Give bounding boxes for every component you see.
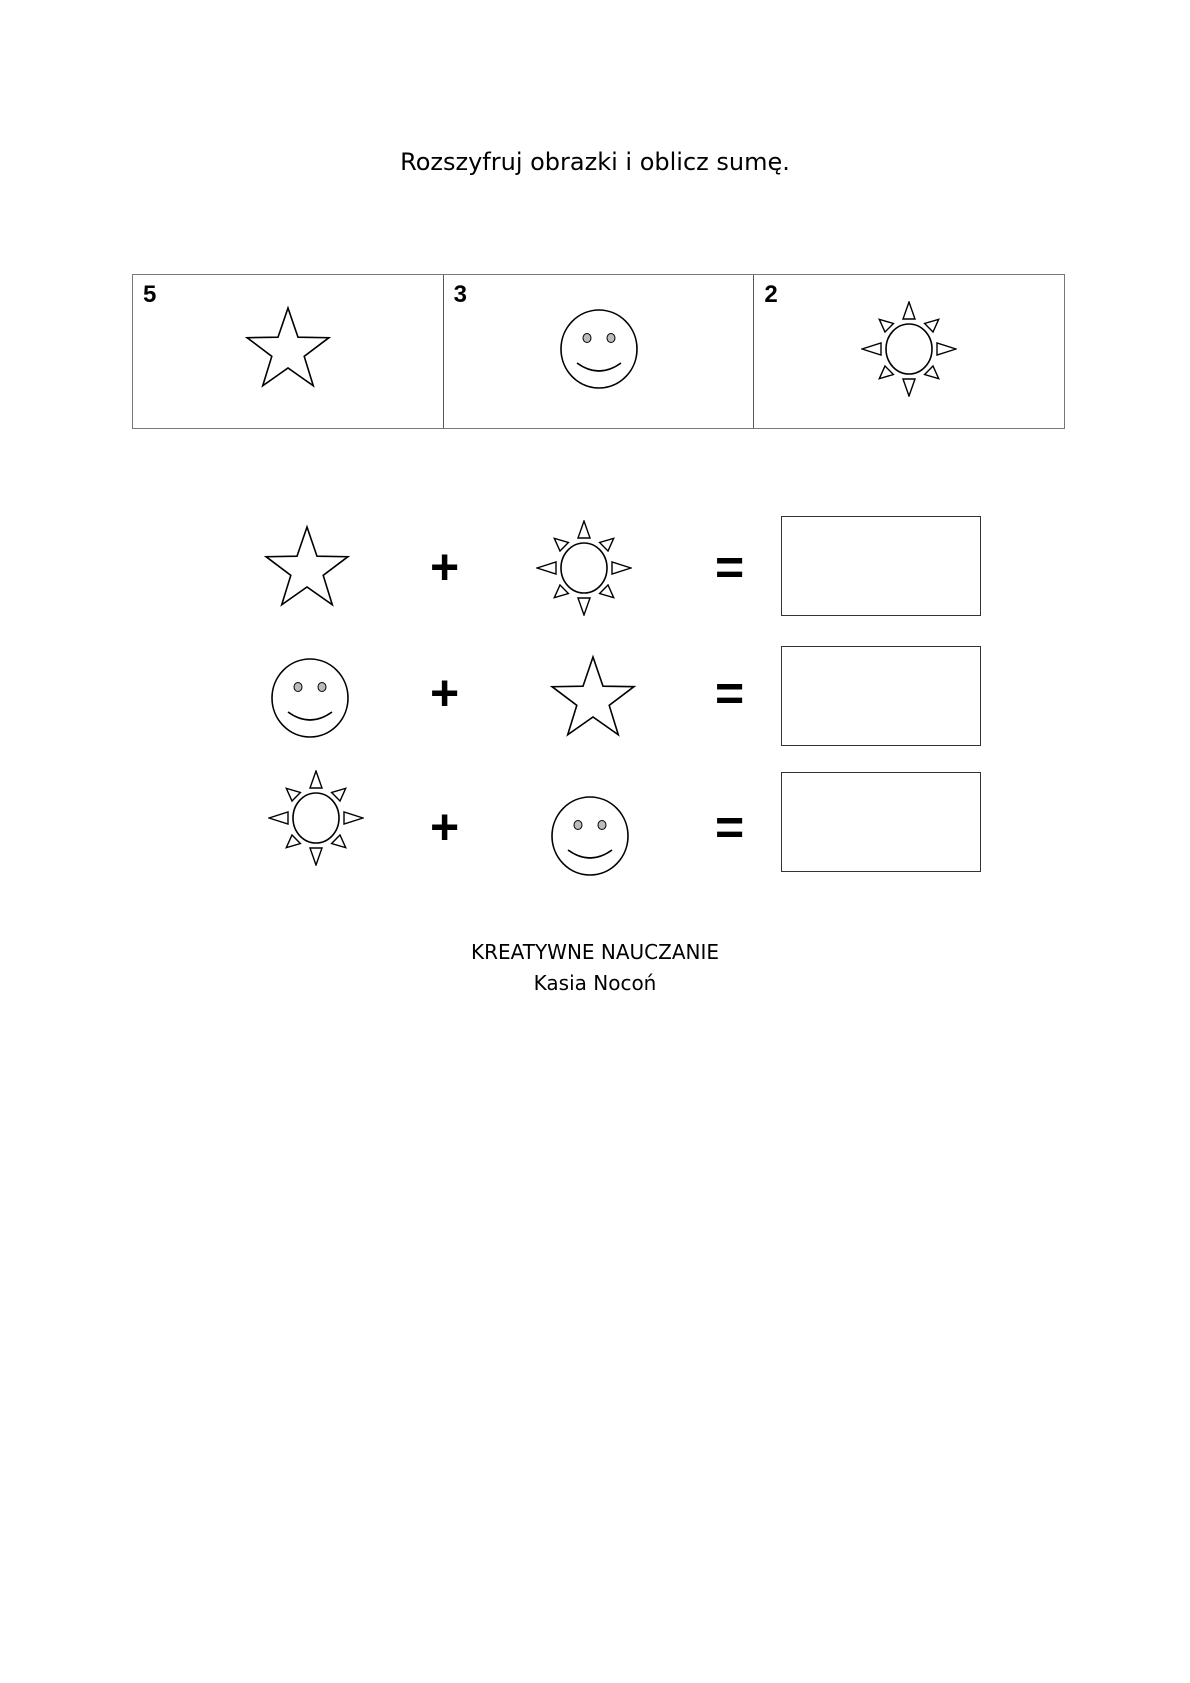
equation-row — [0, 516, 1190, 620]
sun-icon — [861, 301, 957, 397]
equals-sign: = — [715, 799, 745, 855]
plus-sign: + — [430, 539, 460, 595]
answer-box[interactable] — [781, 772, 981, 872]
footer-brand: KREATYWNE NAUCZANIE — [470, 940, 720, 964]
sun-icon — [268, 770, 364, 866]
page-title: Rozszyfruj obrazki i oblicz sumę. — [400, 148, 790, 176]
star-icon — [259, 520, 355, 616]
legend-value: 5 — [143, 281, 157, 308]
legend-cell-star — [133, 275, 444, 428]
sun-icon — [536, 520, 632, 616]
equation-row — [0, 772, 1190, 876]
star-icon — [545, 650, 641, 746]
plus-sign: + — [430, 665, 460, 721]
equals-sign: = — [715, 665, 745, 721]
equation-row — [0, 646, 1190, 750]
smiley-icon — [551, 301, 647, 397]
legend-value: 3 — [453, 281, 468, 308]
legend-cell-smiley — [444, 275, 755, 428]
answer-box[interactable] — [781, 516, 981, 616]
answer-box[interactable] — [781, 646, 981, 746]
legend-value: 2 — [764, 281, 778, 308]
smiley-icon — [262, 650, 358, 746]
smiley-icon — [542, 788, 638, 884]
star-icon — [240, 301, 336, 397]
legend-cell-sun — [754, 275, 1064, 428]
footer-author: Kasia Nocoń — [533, 971, 657, 995]
legend-table — [132, 274, 1065, 429]
equals-sign: = — [715, 539, 745, 595]
plus-sign: + — [430, 799, 460, 855]
